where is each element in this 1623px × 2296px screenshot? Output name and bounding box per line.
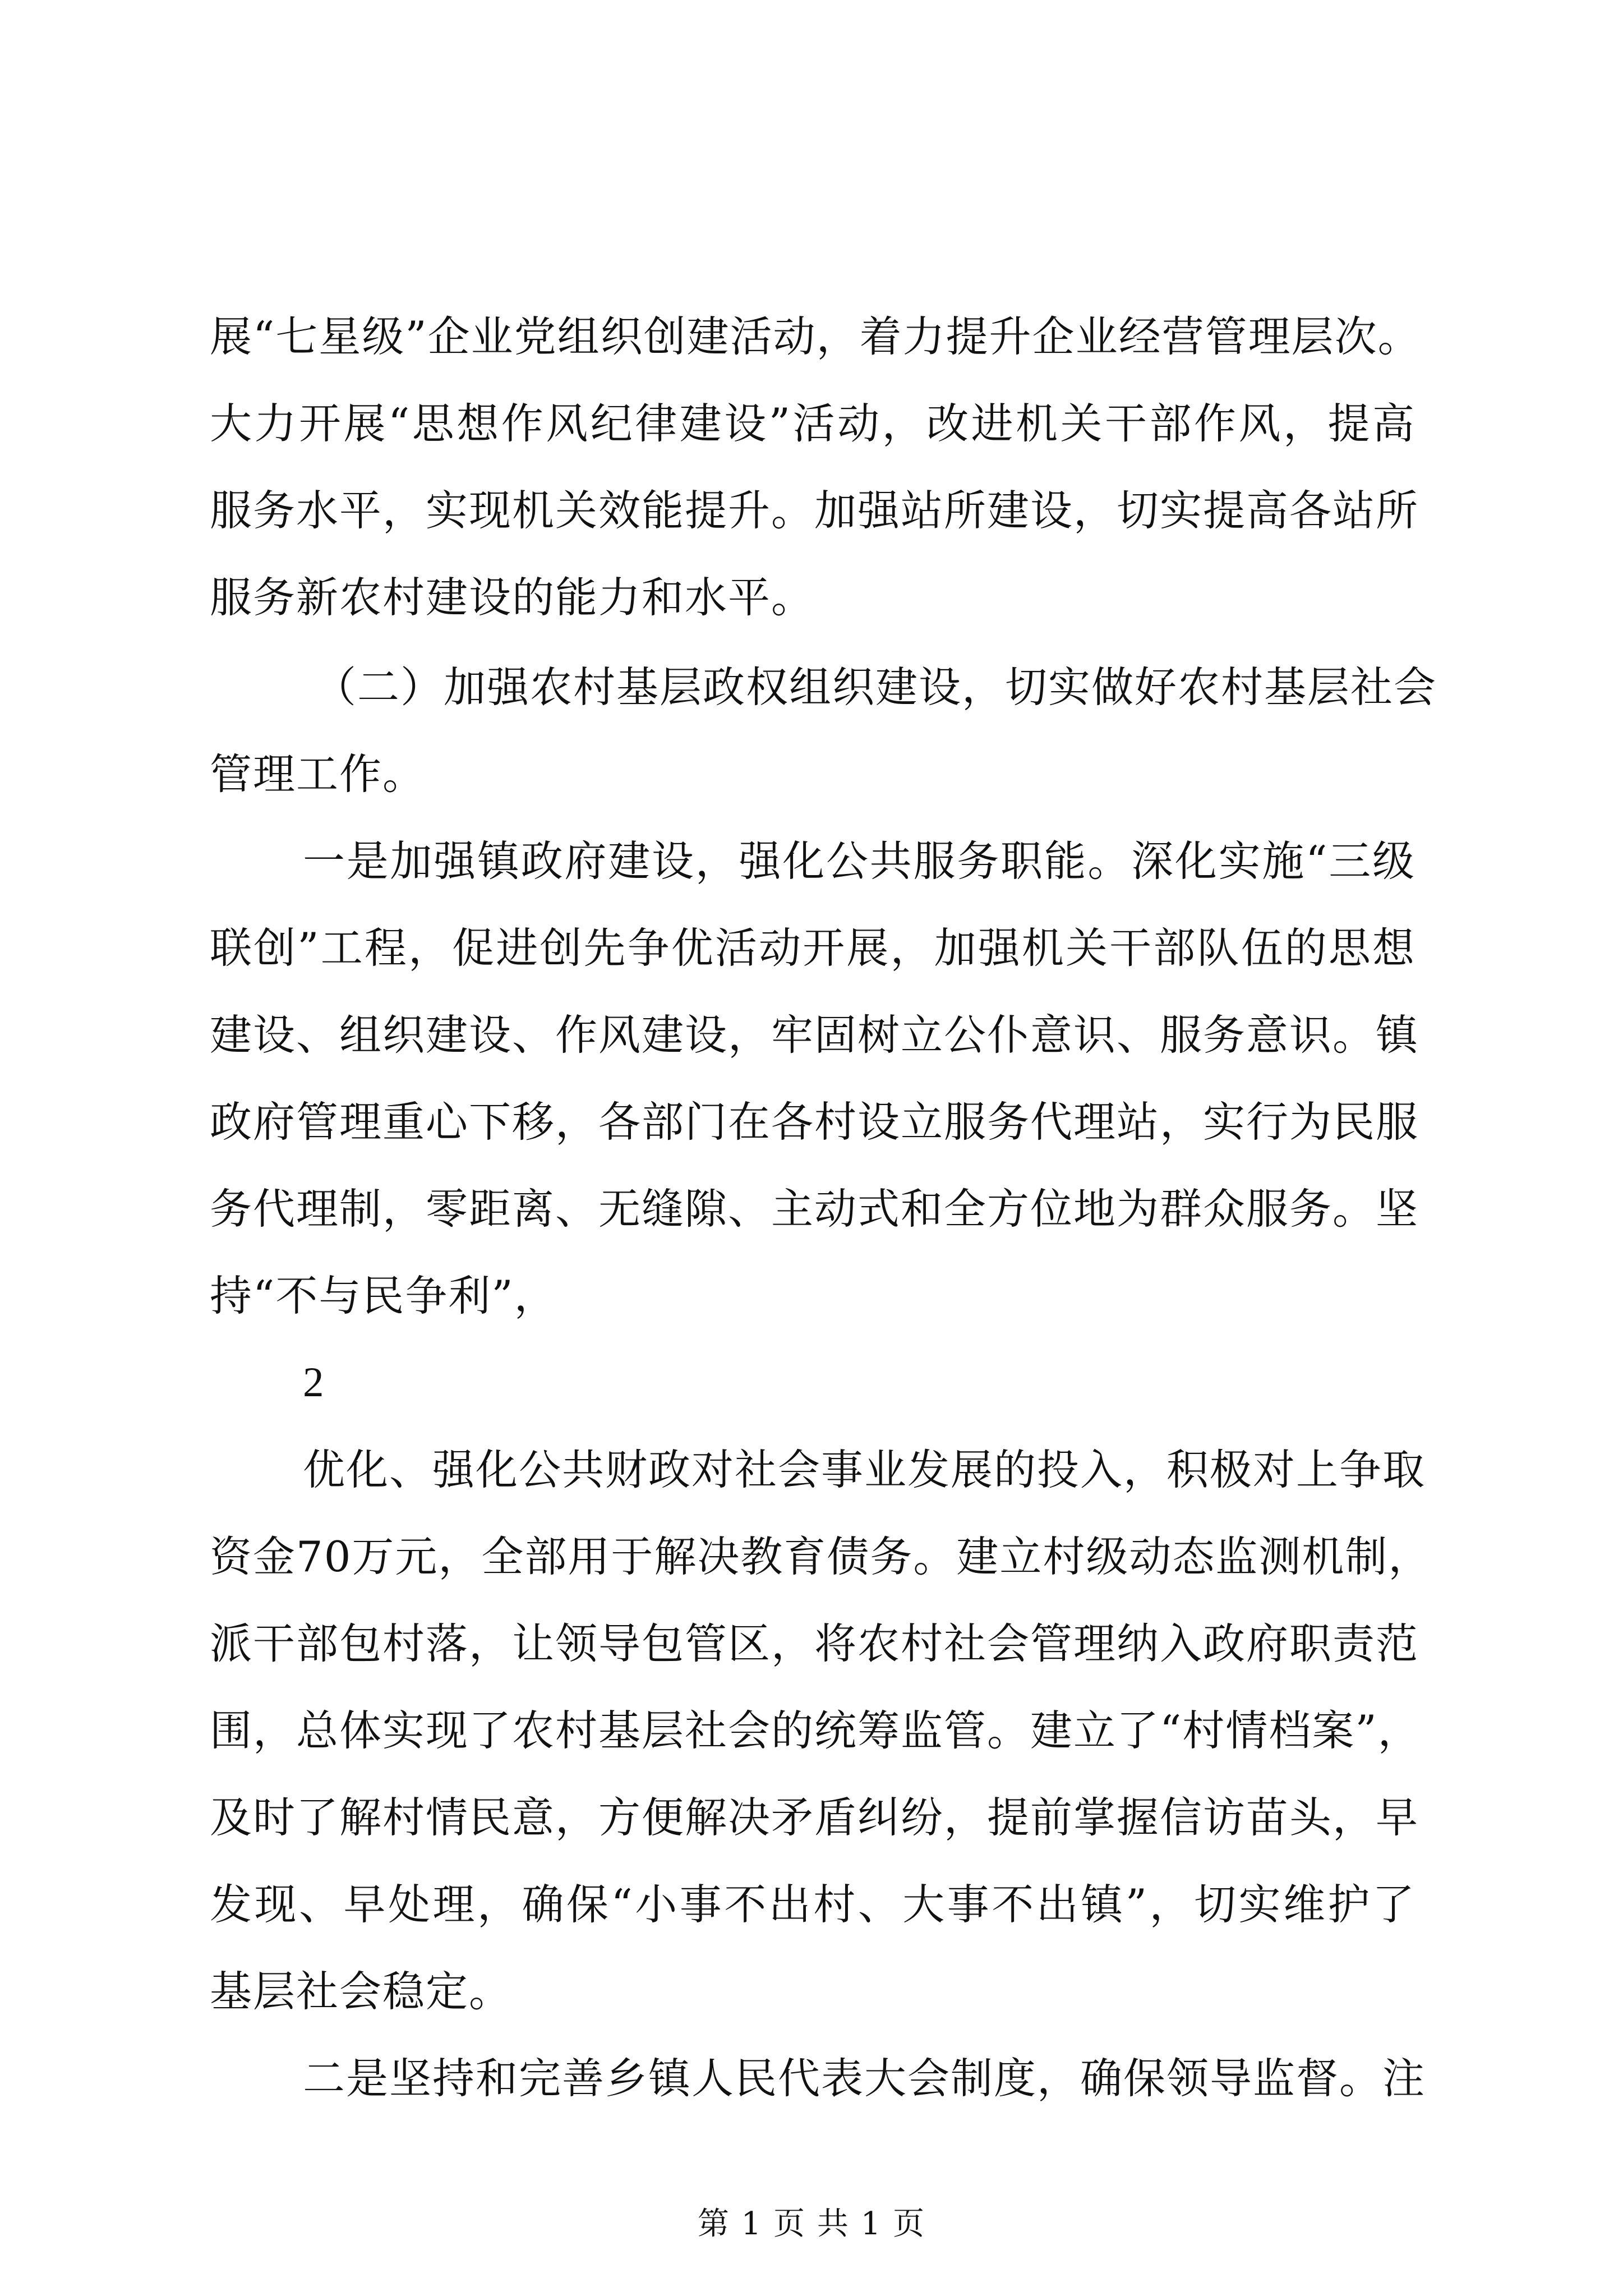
section-heading-continued: 管理工作。: [210, 749, 426, 799]
page-footer: 第 1 页 共 1 页: [697, 2206, 926, 2242]
text-line: 及时了解村情民意，方便解决矛盾纠纷，提前掌握信访苗头，早: [210, 1793, 1419, 1842]
text-line: 大力开展“思想作风纪律建设”活动，改进机关干部作风，提高: [210, 399, 1415, 448]
text-line: 联创”工程，促进创先争优活动开展，加强机关干部队伍的思想: [210, 923, 1415, 973]
text-line: 优化、强化公共财政对社会事业发展的投入，积极对上争取: [303, 1445, 1426, 1494]
text-line: 建设、组织建设、作风建设，牢固树立公仆意识、服务意识。镇: [210, 1010, 1419, 1060]
text-line: 持“不与民争利”，: [210, 1271, 557, 1320]
text-line: 展“七星级”企业党组织创建活动，着力提升企业经营管理层次。: [210, 312, 1421, 361]
text-line: 派干部包村落，让领导包管区，将农村社会管理纳入政府职责范: [210, 1619, 1419, 1668]
text-line: 基层社会稳定。: [210, 1967, 513, 2016]
text-line: 服务新农村建设的能力和水平。: [210, 573, 815, 622]
inline-page-number: 2: [303, 1359, 324, 1406]
text-line: 围，总体实现了农村基层社会的统筹监管。建立了“村情档案”，: [210, 1706, 1421, 1755]
text-line: 一是加强镇政府建设，强化公共服务职能。深化实施“三级: [303, 836, 1415, 886]
text-line: 二是坚持和完善乡镇人民代表大会制度，确保领导监督。注: [303, 2054, 1426, 2103]
text-line: 务代理制，零距离、无缝隙、主动式和全方位地为群众服务。坚: [210, 1184, 1419, 1234]
section-heading: （二）加强农村基层政权组织建设，切实做好农村基层社会: [314, 662, 1437, 712]
text-line: 服务水平，实现机关效能提升。加强站所建设，切实提高各站所: [210, 486, 1419, 535]
text-line: 资金70万元，全部用于解决教育债务。建立村级动态监测机制，: [210, 1532, 1432, 1581]
text-line: 发现、早处理，确保“小事不出村、大事不出镇”，切实维护了: [210, 1880, 1415, 1929]
text-line: 政府管理重心下移，各部门在各村设立服务代理站，实行为民服: [210, 1097, 1419, 1147]
